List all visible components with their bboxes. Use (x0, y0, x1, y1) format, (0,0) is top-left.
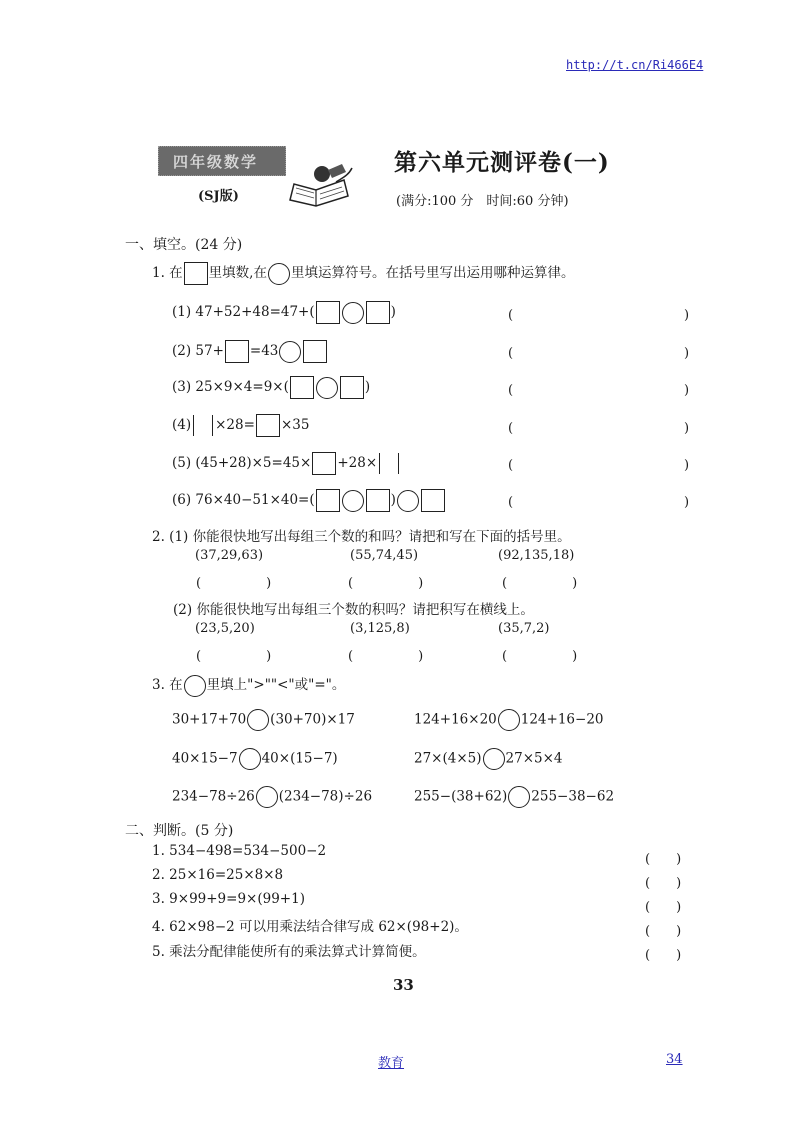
answer-paren-open: ( (508, 346, 514, 361)
answer-box[interactable] (340, 376, 364, 399)
product-answer-blank[interactable]: ( ) (196, 649, 272, 664)
q1-item-4-mid: ×28= (215, 417, 255, 433)
compare-right-2 (414, 748, 563, 770)
compare-expr: 27×5×4 (505, 750, 563, 767)
page-number: 33 (393, 976, 414, 994)
answer-box[interactable] (225, 340, 249, 363)
compare-left-1 (172, 709, 355, 731)
compare-circle[interactable] (256, 786, 278, 808)
answer-paren-close: ) (684, 495, 690, 510)
q1-item-3 (172, 376, 370, 399)
sum-group-2: (55,74,45) (350, 548, 419, 563)
answer-box[interactable] (366, 301, 390, 324)
product-answer-blank[interactable]: ( ) (502, 649, 578, 664)
q2-part2-prompt: (2) 你能很快地写出每组三个数的积吗？请把积写在横线上。 (173, 602, 534, 618)
answer-paren-open: ( (508, 421, 514, 436)
sum-answer-blank[interactable]: ( ) (502, 576, 578, 591)
q1-item-1 (172, 301, 396, 324)
compare-right-3 (414, 786, 614, 808)
answer-paren-open: ( (508, 383, 514, 398)
judge-answer-blank[interactable]: ( ) (645, 900, 682, 915)
compare-expr: (234−78)÷26 (278, 788, 373, 805)
answer-paren-close: ) (684, 421, 690, 436)
compare-circle[interactable] (498, 709, 520, 731)
circle-symbol (268, 263, 290, 285)
q1-item-6-close: ) (390, 492, 396, 508)
q1-prompt-a: 1. 在 (152, 265, 183, 281)
answer-box[interactable] (303, 340, 327, 363)
q1-item-6 (172, 489, 446, 512)
judge-item-2: 2. 25×16=25×8×8 (152, 867, 284, 883)
circle-symbol (184, 675, 206, 697)
compare-expr: 40×15−7 (172, 750, 238, 767)
q1-item-2-mid: =43 (249, 343, 279, 359)
compare-expr: 255−38−62 (531, 788, 615, 805)
q1-prompt-c: 里填运算符号。在括号里写出运用哪种运算律。 (290, 265, 575, 281)
sum-group-1: (37,29,63) (195, 548, 264, 563)
judge-item-4: 4. 62×98−2 可以用乘法结合律写成 62×(98+2)。 (152, 919, 468, 935)
q2-part1-prompt: 2. (1) 你能很快地写出每组三个数的和吗？请把和写在下面的括号里。 (152, 529, 571, 545)
q1-item-5 (172, 452, 401, 475)
q1-item-1-text: (1) 47+52+48=47+( (172, 304, 315, 320)
compare-left-3 (172, 786, 372, 808)
q3-prompt-b: 里填上">""<"或"="。 (206, 677, 346, 693)
compare-expr: 30+17+70 (172, 711, 247, 728)
product-group-3: (35,7,2) (498, 621, 550, 636)
answer-circle[interactable] (397, 490, 419, 512)
answer-paren-open: ( (508, 308, 514, 323)
answer-box[interactable] (316, 301, 340, 324)
judge-item-1: 1. 534−498=534−500−2 (152, 843, 327, 859)
q3-prompt (152, 673, 345, 697)
compare-expr: 124+16×20 (414, 711, 497, 728)
header-link[interactable]: http://t.cn/Ri466E4 (566, 58, 704, 72)
judge-item-5: 5. 乘法分配律能使所有的乘法算式计算简便。 (152, 944, 426, 960)
product-group-2: (3,125,8) (350, 621, 410, 636)
answer-box[interactable] (193, 415, 213, 436)
answer-box[interactable] (421, 489, 445, 512)
judge-item-3: 3. 9×99+9=9×(99+1) (152, 891, 305, 907)
q1-item-5-mid: +28× (337, 455, 378, 471)
sum-answer-blank[interactable]: ( ) (196, 576, 272, 591)
q1-item-4-end: ×35 (280, 417, 310, 433)
edition-label: (SJ版) (198, 189, 239, 204)
answer-paren-close: ) (684, 383, 690, 398)
q1-item-1-close: ) (390, 304, 396, 320)
answer-circle[interactable] (279, 341, 301, 363)
answer-box[interactable] (366, 489, 390, 512)
section-judge-heading: 二、判断。(5 分) (125, 823, 234, 839)
sum-group-3: (92,135,18) (498, 548, 575, 563)
answer-box[interactable] (256, 414, 280, 437)
book-reading-icon (286, 160, 356, 214)
answer-paren-open: ( (508, 458, 514, 473)
answer-circle[interactable] (316, 377, 338, 399)
score-time-meta: (满分:100 分 时间:60 分钟) (396, 194, 569, 209)
answer-circle[interactable] (342, 490, 364, 512)
badge-text: 四年级数学 (173, 153, 259, 171)
sum-answer-blank[interactable]: ( ) (348, 576, 424, 591)
q1-item-2-text: (2) 57+ (172, 343, 224, 359)
q1-item-6-text: (6) 76×40−51×40=( (172, 492, 315, 508)
compare-expr: 234−78÷26 (172, 788, 255, 805)
footer-page-link[interactable]: 34 (666, 1052, 683, 1067)
q1-item-5-text: (5) (45+28)×5=45× (172, 455, 312, 471)
compare-left-2 (172, 748, 338, 770)
compare-expr: 40×(15−7) (261, 750, 338, 767)
compare-expr: (30+70)×17 (270, 711, 355, 728)
compare-circle[interactable] (508, 786, 530, 808)
answer-paren-close: ) (684, 308, 690, 323)
q3-prompt-a: 3. 在 (152, 677, 183, 693)
compare-circle[interactable] (483, 748, 505, 770)
compare-circle[interactable] (247, 709, 269, 731)
q1-item-4 (172, 414, 309, 437)
q1-prompt-b: 里填数,在 (208, 265, 267, 281)
answer-paren-open: ( (508, 495, 514, 510)
judge-answer-blank[interactable]: ( ) (645, 948, 682, 963)
page-title: 第六单元测评卷(一) (394, 149, 610, 176)
answer-box[interactable] (379, 453, 399, 474)
answer-box[interactable] (312, 452, 336, 475)
answer-box[interactable] (290, 376, 314, 399)
judge-answer-blank[interactable]: ( ) (645, 852, 682, 867)
q1-item-2 (172, 340, 328, 363)
compare-circle[interactable] (239, 748, 261, 770)
q1-item-3-close: ) (364, 379, 371, 395)
q1-item-4-text: (4) (172, 417, 192, 433)
answer-box[interactable] (316, 489, 340, 512)
answer-circle[interactable] (342, 302, 364, 324)
grade-badge (158, 146, 286, 176)
footer-link-education[interactable]: 教育 (378, 1056, 405, 1071)
q1-item-3-text: (3) 25×9×4=9×( (172, 379, 289, 395)
q1-prompt (152, 261, 574, 285)
judge-answer-blank[interactable]: ( ) (645, 924, 682, 939)
compare-right-1 (414, 709, 604, 731)
judge-answer-blank[interactable]: ( ) (645, 876, 682, 891)
compare-expr: 124+16−20 (520, 711, 604, 728)
answer-paren-close: ) (684, 346, 690, 361)
answer-paren-close: ) (684, 458, 690, 473)
product-answer-blank[interactable]: ( ) (348, 649, 424, 664)
box-symbol (184, 262, 208, 285)
compare-expr: 255−(38+62) (414, 788, 508, 805)
compare-expr: 27×(4×5) (414, 750, 482, 767)
section-fill-heading: 一、填空。(24 分) (125, 237, 243, 253)
product-group-1: (23,5,20) (195, 621, 255, 636)
